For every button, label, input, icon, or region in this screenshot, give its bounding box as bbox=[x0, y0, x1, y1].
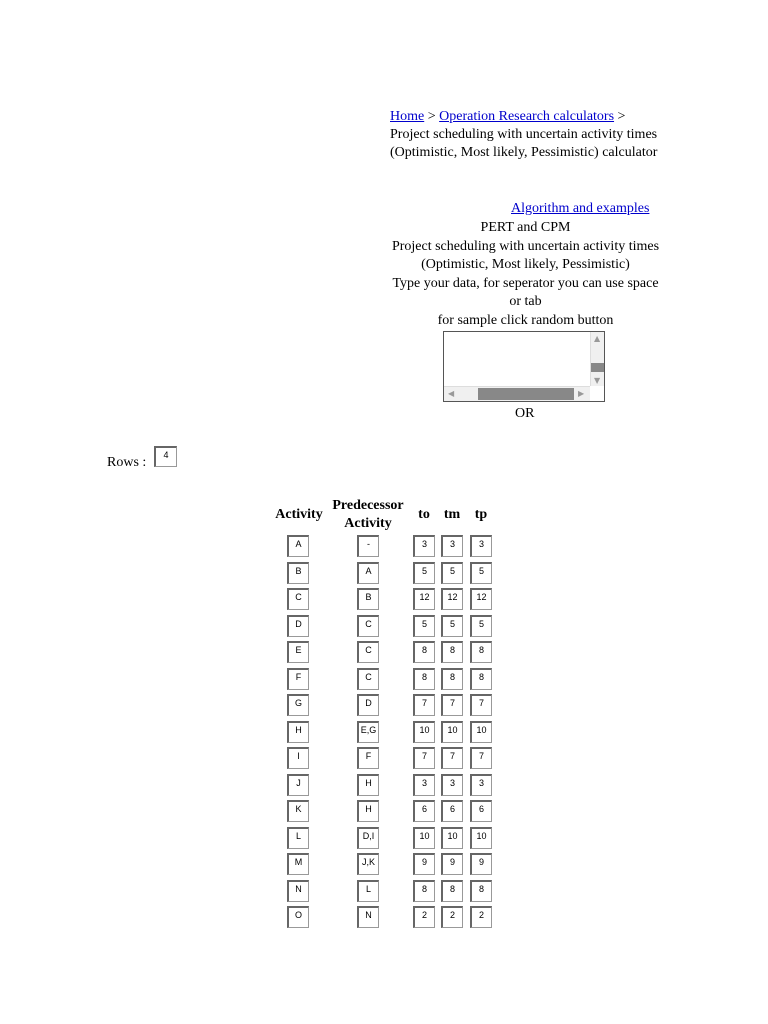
header-predecessor: Predecessor Activity bbox=[332, 498, 404, 531]
predecessor-input[interactable]: C bbox=[357, 668, 379, 690]
algorithm-examples-link[interactable]: Algorithm and examples bbox=[511, 201, 650, 216]
tm-input[interactable]: 3 bbox=[441, 535, 463, 557]
tp-input[interactable]: 3 bbox=[470, 774, 492, 796]
tm-input[interactable]: 8 bbox=[441, 880, 463, 902]
tp-input[interactable]: 5 bbox=[470, 615, 492, 637]
predecessor-input[interactable]: - bbox=[357, 535, 379, 557]
activity-input[interactable]: A bbox=[287, 535, 309, 557]
predecessor-input[interactable]: D,I bbox=[357, 827, 379, 849]
tm-input[interactable]: 3 bbox=[441, 774, 463, 796]
to-input[interactable]: 10 bbox=[413, 721, 435, 743]
breadcrumb-separator: > bbox=[424, 109, 440, 124]
tm-input[interactable]: 5 bbox=[441, 615, 463, 637]
scrollbar-corner bbox=[590, 386, 604, 401]
activity-input[interactable]: D bbox=[287, 615, 309, 637]
breadcrumb-current: Project scheduling with uncertain activity times (Optimistic, Most likely, Pessimistic) calculator bbox=[390, 127, 658, 160]
scroll-right-icon[interactable]: ▶ bbox=[578, 389, 585, 398]
tm-input[interactable]: 12 bbox=[441, 588, 463, 610]
table-row bbox=[0, 880, 768, 902]
breadcrumb-separator: > bbox=[614, 109, 626, 124]
predecessor-input[interactable]: B bbox=[357, 588, 379, 610]
tm-input[interactable]: 10 bbox=[441, 721, 463, 743]
vertical-scroll-thumb[interactable] bbox=[591, 363, 604, 372]
table-row bbox=[0, 800, 768, 822]
activity-input[interactable]: J bbox=[287, 774, 309, 796]
to-input[interactable]: 9 bbox=[413, 853, 435, 875]
to-input[interactable]: 5 bbox=[413, 615, 435, 637]
tp-input[interactable]: 10 bbox=[470, 721, 492, 743]
breadcrumb bbox=[390, 108, 665, 162]
to-input[interactable]: 2 bbox=[413, 906, 435, 928]
table-row bbox=[0, 747, 768, 769]
tp-input[interactable]: 7 bbox=[470, 694, 492, 716]
rows-label: Rows : bbox=[107, 455, 147, 470]
to-input[interactable]: 5 bbox=[413, 562, 435, 584]
table-row bbox=[0, 641, 768, 663]
or-separator: OR bbox=[515, 406, 535, 421]
tm-input[interactable]: 8 bbox=[441, 668, 463, 690]
activity-input[interactable]: B bbox=[287, 562, 309, 584]
table-row bbox=[0, 615, 768, 637]
table-row bbox=[0, 774, 768, 796]
activity-input[interactable]: G bbox=[287, 694, 309, 716]
predecessor-input[interactable]: J,K bbox=[357, 853, 379, 875]
header-tm: tm bbox=[443, 507, 461, 522]
table-row bbox=[0, 694, 768, 716]
horizontal-scrollbar[interactable] bbox=[444, 386, 590, 401]
table-row bbox=[0, 668, 768, 690]
to-input[interactable]: 8 bbox=[413, 880, 435, 902]
activity-input[interactable]: F bbox=[287, 668, 309, 690]
predecessor-input[interactable]: H bbox=[357, 774, 379, 796]
activity-input[interactable]: L bbox=[287, 827, 309, 849]
to-input[interactable]: 3 bbox=[413, 535, 435, 557]
activity-input[interactable]: K bbox=[287, 800, 309, 822]
tp-input[interactable]: 3 bbox=[470, 535, 492, 557]
activity-input[interactable]: E bbox=[287, 641, 309, 663]
predecessor-input[interactable]: H bbox=[357, 800, 379, 822]
tp-input[interactable]: 12 bbox=[470, 588, 492, 610]
tm-input[interactable]: 10 bbox=[441, 827, 463, 849]
breadcrumb-category-link[interactable]: Operation Research calculators bbox=[439, 109, 615, 124]
sample-hint: for sample click random button bbox=[437, 312, 614, 328]
table-row bbox=[0, 853, 768, 875]
scroll-up-icon[interactable]: ▲ bbox=[594, 334, 601, 343]
page-heading: PERT and CPM bbox=[480, 220, 571, 235]
to-input[interactable]: 7 bbox=[413, 694, 435, 716]
to-input[interactable]: 8 bbox=[413, 641, 435, 663]
intro-block bbox=[388, 219, 663, 330]
tm-input[interactable]: 5 bbox=[441, 562, 463, 584]
predecessor-input[interactable]: C bbox=[357, 615, 379, 637]
activity-input[interactable]: O bbox=[287, 906, 309, 928]
tp-input[interactable]: 8 bbox=[470, 880, 492, 902]
tp-input[interactable]: 10 bbox=[470, 827, 492, 849]
predecessor-input[interactable]: N bbox=[357, 906, 379, 928]
predecessor-input[interactable]: D bbox=[357, 694, 379, 716]
predecessor-input[interactable]: A bbox=[357, 562, 379, 584]
tp-input[interactable]: 2 bbox=[470, 906, 492, 928]
tp-input[interactable]: 8 bbox=[470, 641, 492, 663]
tp-input[interactable]: 6 bbox=[470, 800, 492, 822]
breadcrumb-home-link[interactable]: Home bbox=[390, 109, 425, 124]
table-row bbox=[0, 535, 768, 557]
tm-input[interactable]: 8 bbox=[441, 641, 463, 663]
table-row bbox=[0, 906, 768, 928]
tp-input[interactable]: 8 bbox=[470, 668, 492, 690]
scroll-down-icon[interactable]: ▼ bbox=[594, 376, 601, 385]
activity-input[interactable]: C bbox=[287, 588, 309, 610]
tp-input[interactable]: 7 bbox=[470, 747, 492, 769]
header-activity: Activity bbox=[275, 507, 323, 522]
tm-input[interactable]: 7 bbox=[441, 694, 463, 716]
to-input[interactable]: 7 bbox=[413, 747, 435, 769]
tp-input[interactable]: 9 bbox=[470, 853, 492, 875]
instruction-text: Type your data, for seperator you can use space or tab bbox=[392, 275, 659, 309]
predecessor-input[interactable]: F bbox=[357, 747, 379, 769]
header-to: to bbox=[418, 507, 430, 522]
to-input[interactable]: 6 bbox=[413, 800, 435, 822]
activity-input[interactable]: H bbox=[287, 721, 309, 743]
tm-input[interactable]: 2 bbox=[441, 906, 463, 928]
tm-input[interactable]: 9 bbox=[441, 853, 463, 875]
activity-input[interactable]: M bbox=[287, 853, 309, 875]
tm-input[interactable]: 7 bbox=[441, 747, 463, 769]
table-row bbox=[0, 827, 768, 849]
predecessor-input[interactable]: E,G bbox=[357, 721, 379, 743]
activity-input[interactable]: N bbox=[287, 880, 309, 902]
tm-input[interactable]: 6 bbox=[441, 800, 463, 822]
vertical-scrollbar[interactable] bbox=[590, 332, 604, 389]
activity-input[interactable]: I bbox=[287, 747, 309, 769]
to-input[interactable]: 3 bbox=[413, 774, 435, 796]
table-row bbox=[0, 562, 768, 584]
scroll-left-icon[interactable]: ◀ bbox=[448, 389, 455, 398]
to-input[interactable]: 12 bbox=[413, 588, 435, 610]
table-row bbox=[0, 721, 768, 743]
to-input[interactable]: 10 bbox=[413, 827, 435, 849]
predecessor-input[interactable]: C bbox=[357, 641, 379, 663]
horizontal-scroll-thumb[interactable] bbox=[478, 388, 574, 400]
page-subtitle: Project scheduling with uncertain activity times (Optimistic, Most likely, Pessimistic) bbox=[391, 238, 660, 272]
table-row bbox=[0, 588, 768, 610]
to-input[interactable]: 8 bbox=[413, 668, 435, 690]
tp-input[interactable]: 5 bbox=[470, 562, 492, 584]
rows-input[interactable]: 4 bbox=[154, 446, 177, 467]
data-textarea[interactable] bbox=[443, 331, 605, 402]
predecessor-input[interactable]: L bbox=[357, 880, 379, 902]
header-tp: tp bbox=[474, 507, 488, 522]
